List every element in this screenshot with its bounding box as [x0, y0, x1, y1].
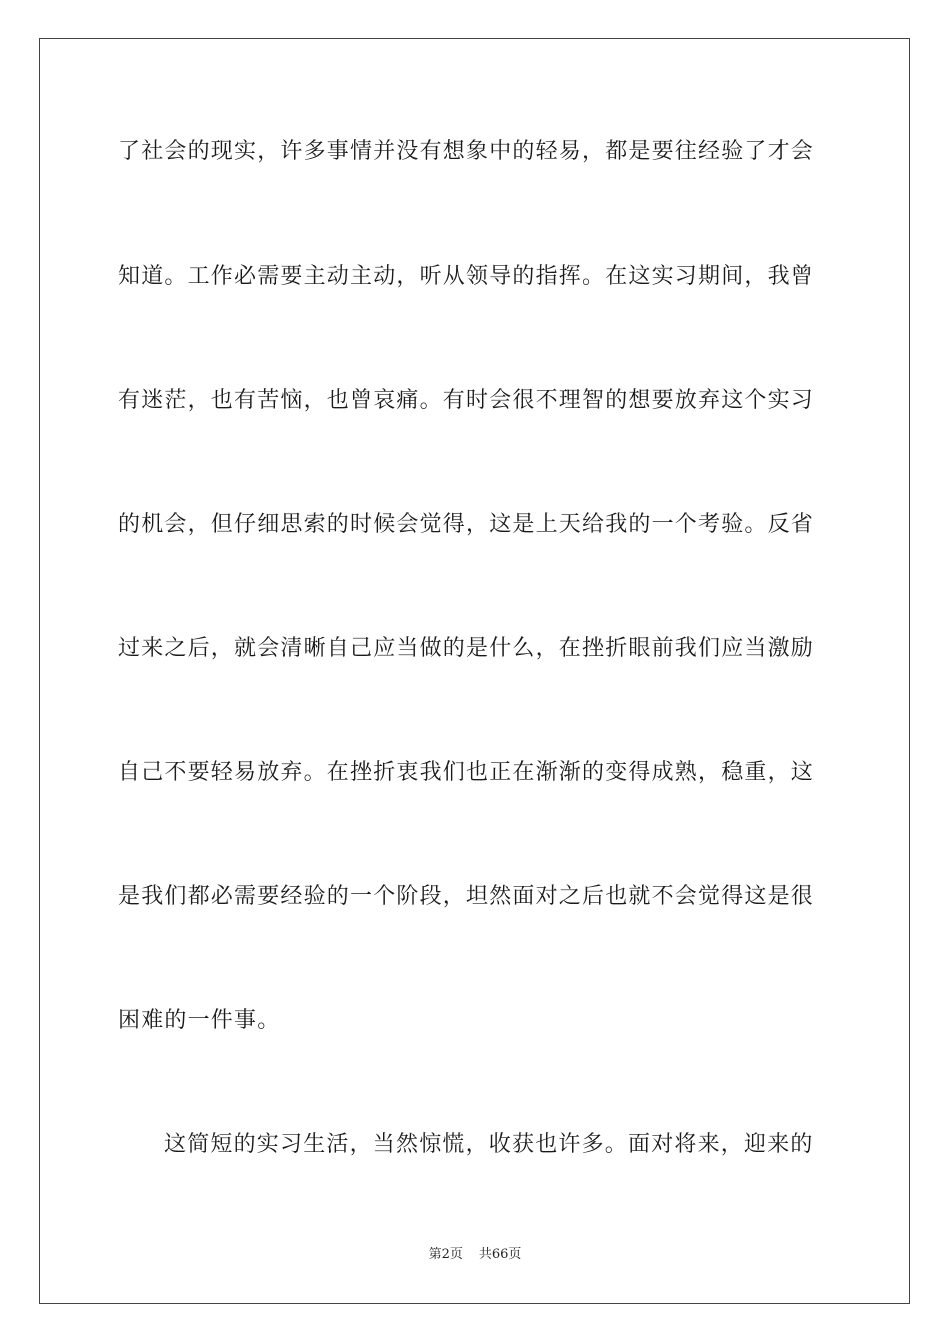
- page-footer: [0, 1246, 950, 1264]
- text-line: 自己不要轻易放弃。在挫折衷我们也正在渐渐的变得成熟，稳重，这: [118, 760, 815, 785]
- text-line: 有迷茫，也有苦恼，也曾哀痛。有时会很不理智的想要放弃这个实习: [118, 388, 815, 413]
- text-line: 知道。工作必需要主动主动，听从领导的指挥。在这实习期间，我曾: [118, 264, 815, 289]
- page-total: 共66页: [478, 1247, 522, 1262]
- paragraph-first-line: 这简短的实习生活，当然惊慌，收获也许多。面对将来，迎来的: [164, 1132, 814, 1157]
- text-line: 过来之后，就会清晰自己应当做的是什么，在挫折眼前我们应当激励: [118, 636, 815, 661]
- page-border: [39, 38, 910, 1304]
- page-number: 第2页: [428, 1247, 463, 1262]
- text-line: 了社会的现实，许多事情并没有想象中的轻易，都是要往经验了才会: [118, 139, 815, 164]
- text-line: 是我们都必需要经验的一个阶段，坦然面对之后也就不会觉得这是很: [118, 884, 815, 909]
- text-line: 困难的一件事。: [118, 1008, 281, 1033]
- text-line: 的机会，但仔细思索的时候会觉得，这是上天给我的一个考验。反省: [118, 512, 815, 537]
